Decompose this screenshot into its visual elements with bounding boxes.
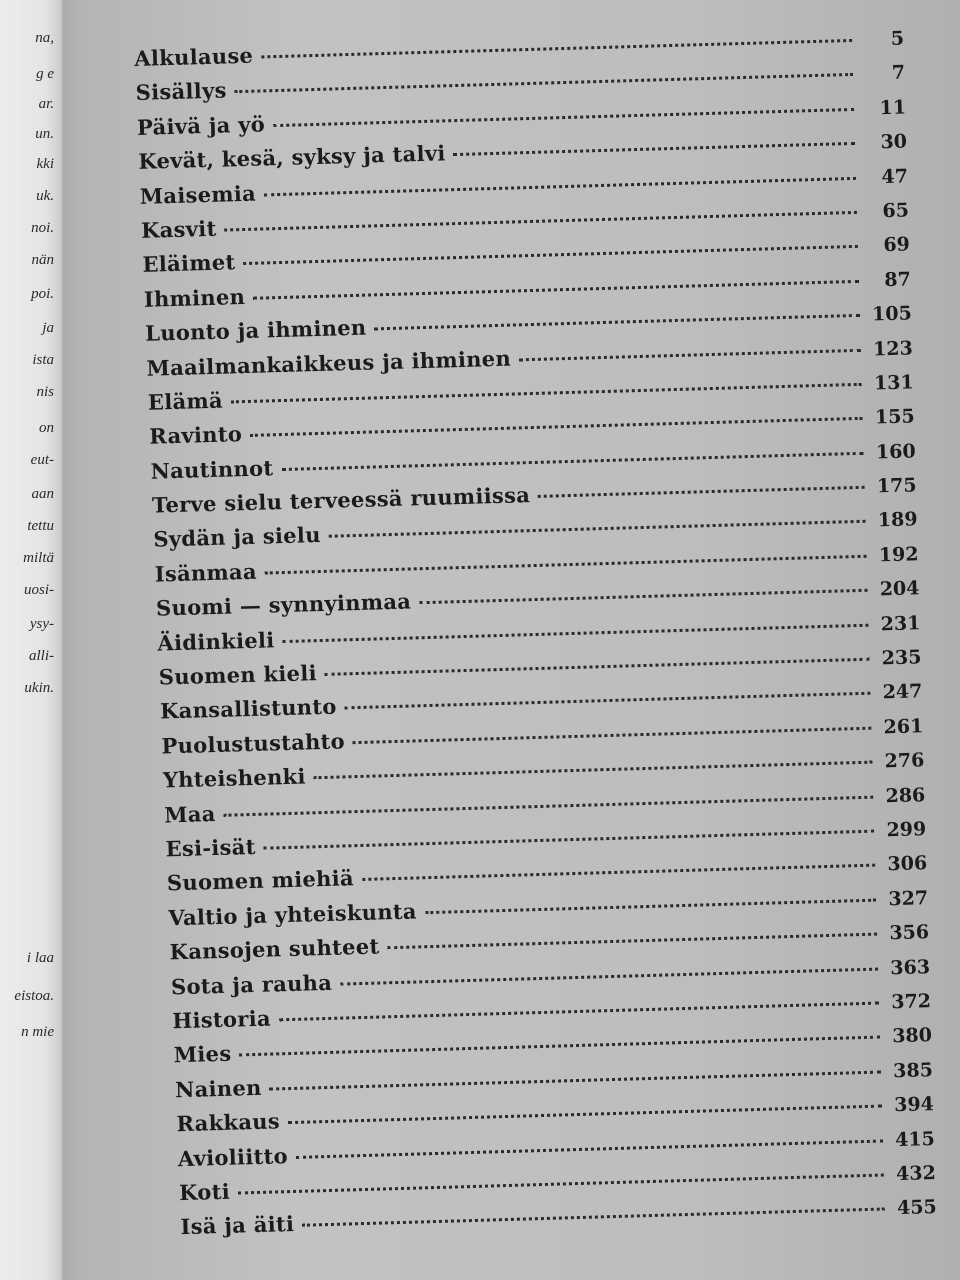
toc-entry-title: Avioliitto — [177, 1142, 289, 1171]
dot-leader — [281, 451, 863, 470]
dot-leader — [264, 830, 875, 850]
toc-entry-page: 299 — [886, 818, 927, 842]
toc-entry-title: Suomen miehiä — [166, 865, 355, 896]
left-page-text-fragment: tettu — [27, 518, 54, 534]
toc-entry-title: Puolustustahto — [161, 728, 346, 759]
toc-entry-title: Historia — [172, 1005, 272, 1034]
toc-entry-page: 455 — [896, 1196, 938, 1220]
left-page-text-fragment: noi. — [31, 220, 54, 236]
dot-leader — [273, 108, 854, 127]
dot-leader — [387, 933, 877, 950]
toc-entry-title: Valtio ja yhteiskunta — [168, 898, 418, 931]
toc-entry-title: Kansallistunto — [159, 694, 337, 724]
toc-entry-page: 394 — [893, 1093, 935, 1117]
dot-leader — [250, 417, 863, 437]
dot-leader — [261, 39, 852, 59]
toc-entry-page: 192 — [878, 543, 919, 567]
toc-entry-page: 87 — [884, 268, 912, 291]
toc-entry-page: 155 — [874, 405, 915, 429]
dot-leader — [374, 314, 859, 331]
toc-entry-page: 47 — [881, 165, 909, 188]
toc-entry-title: Maailmankaikkeus ja ihminen — [146, 345, 512, 381]
dot-leader — [340, 967, 878, 985]
dot-leader — [288, 1105, 882, 1125]
toc-entry-title: Maisemia — [139, 180, 257, 209]
dot-leader — [538, 486, 865, 498]
left-page-text-fragment: nis — [36, 384, 54, 400]
dot-leader — [239, 1036, 880, 1057]
toc-entry-title: Elämä — [147, 387, 224, 415]
toc-entry-page: 65 — [882, 199, 910, 223]
toc-entry-title: Mies — [173, 1041, 232, 1068]
dot-leader — [325, 658, 870, 676]
toc-entry-title: Nautinnot — [150, 454, 274, 484]
toc-entry-page: 415 — [894, 1127, 936, 1151]
toc-entry-page: 372 — [891, 990, 932, 1014]
left-page-text-fragment: ja — [42, 320, 54, 336]
toc-entry-page: 204 — [879, 577, 920, 601]
dot-leader — [282, 623, 868, 642]
toc-entry-title: Isä ja äiti — [180, 1211, 295, 1240]
dot-leader — [296, 1139, 883, 1158]
toc-entry-page: 363 — [890, 955, 931, 979]
toc-entry-title: Rakkaus — [176, 1108, 281, 1137]
toc-entry-title: Ravinto — [148, 421, 243, 450]
toc-entry-page: 327 — [888, 886, 929, 911]
toc-entry-title: Ihminen — [143, 283, 246, 312]
dot-leader — [238, 1173, 884, 1194]
dot-leader — [419, 589, 867, 605]
toc-entry-title: Koti — [178, 1178, 231, 1206]
dot-leader — [224, 795, 874, 816]
dot-leader — [235, 73, 853, 93]
dot-leader — [353, 726, 871, 743]
toc-entry-page: 432 — [895, 1161, 937, 1186]
toc-entry-title: Nainen — [174, 1074, 262, 1102]
left-page-text-fragment: eistoa. — [14, 988, 54, 1004]
dot-leader — [231, 383, 862, 404]
left-page-text-fragment: i laa — [26, 950, 54, 966]
toc-entry-title: Esi-isät — [165, 833, 256, 862]
left-page-text-fragment: nän — [31, 252, 54, 268]
left-page-text-fragment: kki — [36, 156, 54, 172]
left-page-text-fragment: aan — [31, 486, 54, 502]
dot-leader — [253, 280, 859, 300]
left-page-text-fragment: alli- — [29, 648, 54, 664]
left-page-text-fragment: un. — [35, 126, 54, 142]
toc-entry-page: 175 — [876, 474, 917, 498]
dot-leader — [454, 142, 855, 156]
dot-leader — [314, 761, 873, 780]
toc-entry-page: 231 — [880, 611, 921, 636]
left-page-text-fragment: poi. — [31, 286, 54, 302]
toc-entry-title: Suomen kieli — [158, 660, 318, 690]
toc-entry-page: 276 — [884, 749, 925, 773]
toc-entry-page: 69 — [883, 233, 911, 257]
toc-entry-title: Päivä ja yö — [136, 111, 266, 140]
toc-entry-title: Luonto ja ihminen — [144, 314, 367, 346]
toc-entry-title: Sisällys — [135, 77, 227, 106]
toc-entry-page: 7 — [891, 61, 906, 85]
left-page-edge — [0, 0, 64, 1280]
dot-leader — [519, 348, 861, 361]
toc-entry-page: 385 — [892, 1058, 934, 1082]
dot-leader — [279, 1002, 879, 1022]
left-page-text-fragment: on — [39, 420, 54, 436]
toc-entry-title: Sota ja rauha — [170, 969, 333, 999]
toc-entry-page: 160 — [875, 440, 916, 464]
toc-entry-title: Äidinkieli — [157, 626, 275, 656]
left-page-text-fragment: ar. — [38, 96, 54, 112]
left-page-text-fragment: na, — [35, 30, 54, 46]
toc-entry-page: 247 — [882, 680, 923, 704]
toc-entry-page: 286 — [885, 783, 926, 807]
table-of-contents — [134, 25, 937, 1250]
left-page-text-fragment: ukin. — [24, 680, 54, 696]
toc-entry-page: 261 — [883, 715, 924, 739]
left-page-text-fragment: uk. — [36, 188, 54, 204]
toc-entry-page: 5 — [890, 27, 905, 50]
left-page-text-fragment: uosi- — [24, 582, 54, 598]
dot-leader — [302, 1208, 885, 1227]
dot-leader — [270, 1070, 881, 1090]
dot-leader — [362, 864, 875, 881]
dot-leader — [264, 176, 856, 196]
left-page-text-fragment: ysy- — [29, 616, 54, 632]
toc-entry-title: Sydän ja sielu — [153, 522, 322, 553]
left-page-text-fragment: g e — [36, 66, 54, 82]
toc-entry-page: 30 — [880, 130, 908, 154]
toc-entry-page: 189 — [877, 508, 918, 532]
left-page-text-fragment: n mie — [21, 1024, 54, 1040]
left-page-text-fragment: ista — [32, 352, 54, 368]
toc-entry-title: Terve sielu terveessä ruumiissa — [151, 482, 531, 518]
dot-leader — [345, 692, 871, 710]
dot-leader — [265, 555, 867, 575]
toc-entry-page: 356 — [889, 921, 930, 945]
toc-entry-title: Eläimet — [142, 249, 236, 278]
toc-entry-title: Alkulause — [134, 42, 254, 71]
toc-entry-page: 123 — [872, 336, 914, 360]
toc-entry-title: Kevät, kesä, syksy ja talvi — [138, 140, 446, 175]
toc-entry-page: 11 — [879, 96, 907, 119]
dot-leader — [225, 211, 857, 232]
dot-leader — [329, 520, 866, 538]
toc-entry-page: 235 — [881, 646, 922, 670]
left-page-text-fragment: miltä — [23, 550, 54, 566]
toc-entry-page: 306 — [887, 852, 928, 876]
toc-entry-title: Kansojen suhteet — [169, 933, 380, 965]
toc-entry-title: Isänmaa — [154, 558, 258, 587]
toc-entry-title: Kasvit — [140, 215, 217, 243]
left-page-text-fragment: eut- — [30, 452, 54, 468]
toc-entry-title: Suomi — synnyinmaa — [155, 588, 412, 621]
toc-entry-page: 380 — [891, 1024, 933, 1048]
toc-entry-page: 131 — [873, 371, 915, 395]
dot-leader — [243, 245, 858, 265]
toc-entry-title: Maa — [163, 800, 216, 828]
toc-entry-title: Yhteishenki — [162, 763, 307, 793]
toc-entry-page: 105 — [871, 302, 913, 326]
dot-leader — [425, 898, 876, 914]
